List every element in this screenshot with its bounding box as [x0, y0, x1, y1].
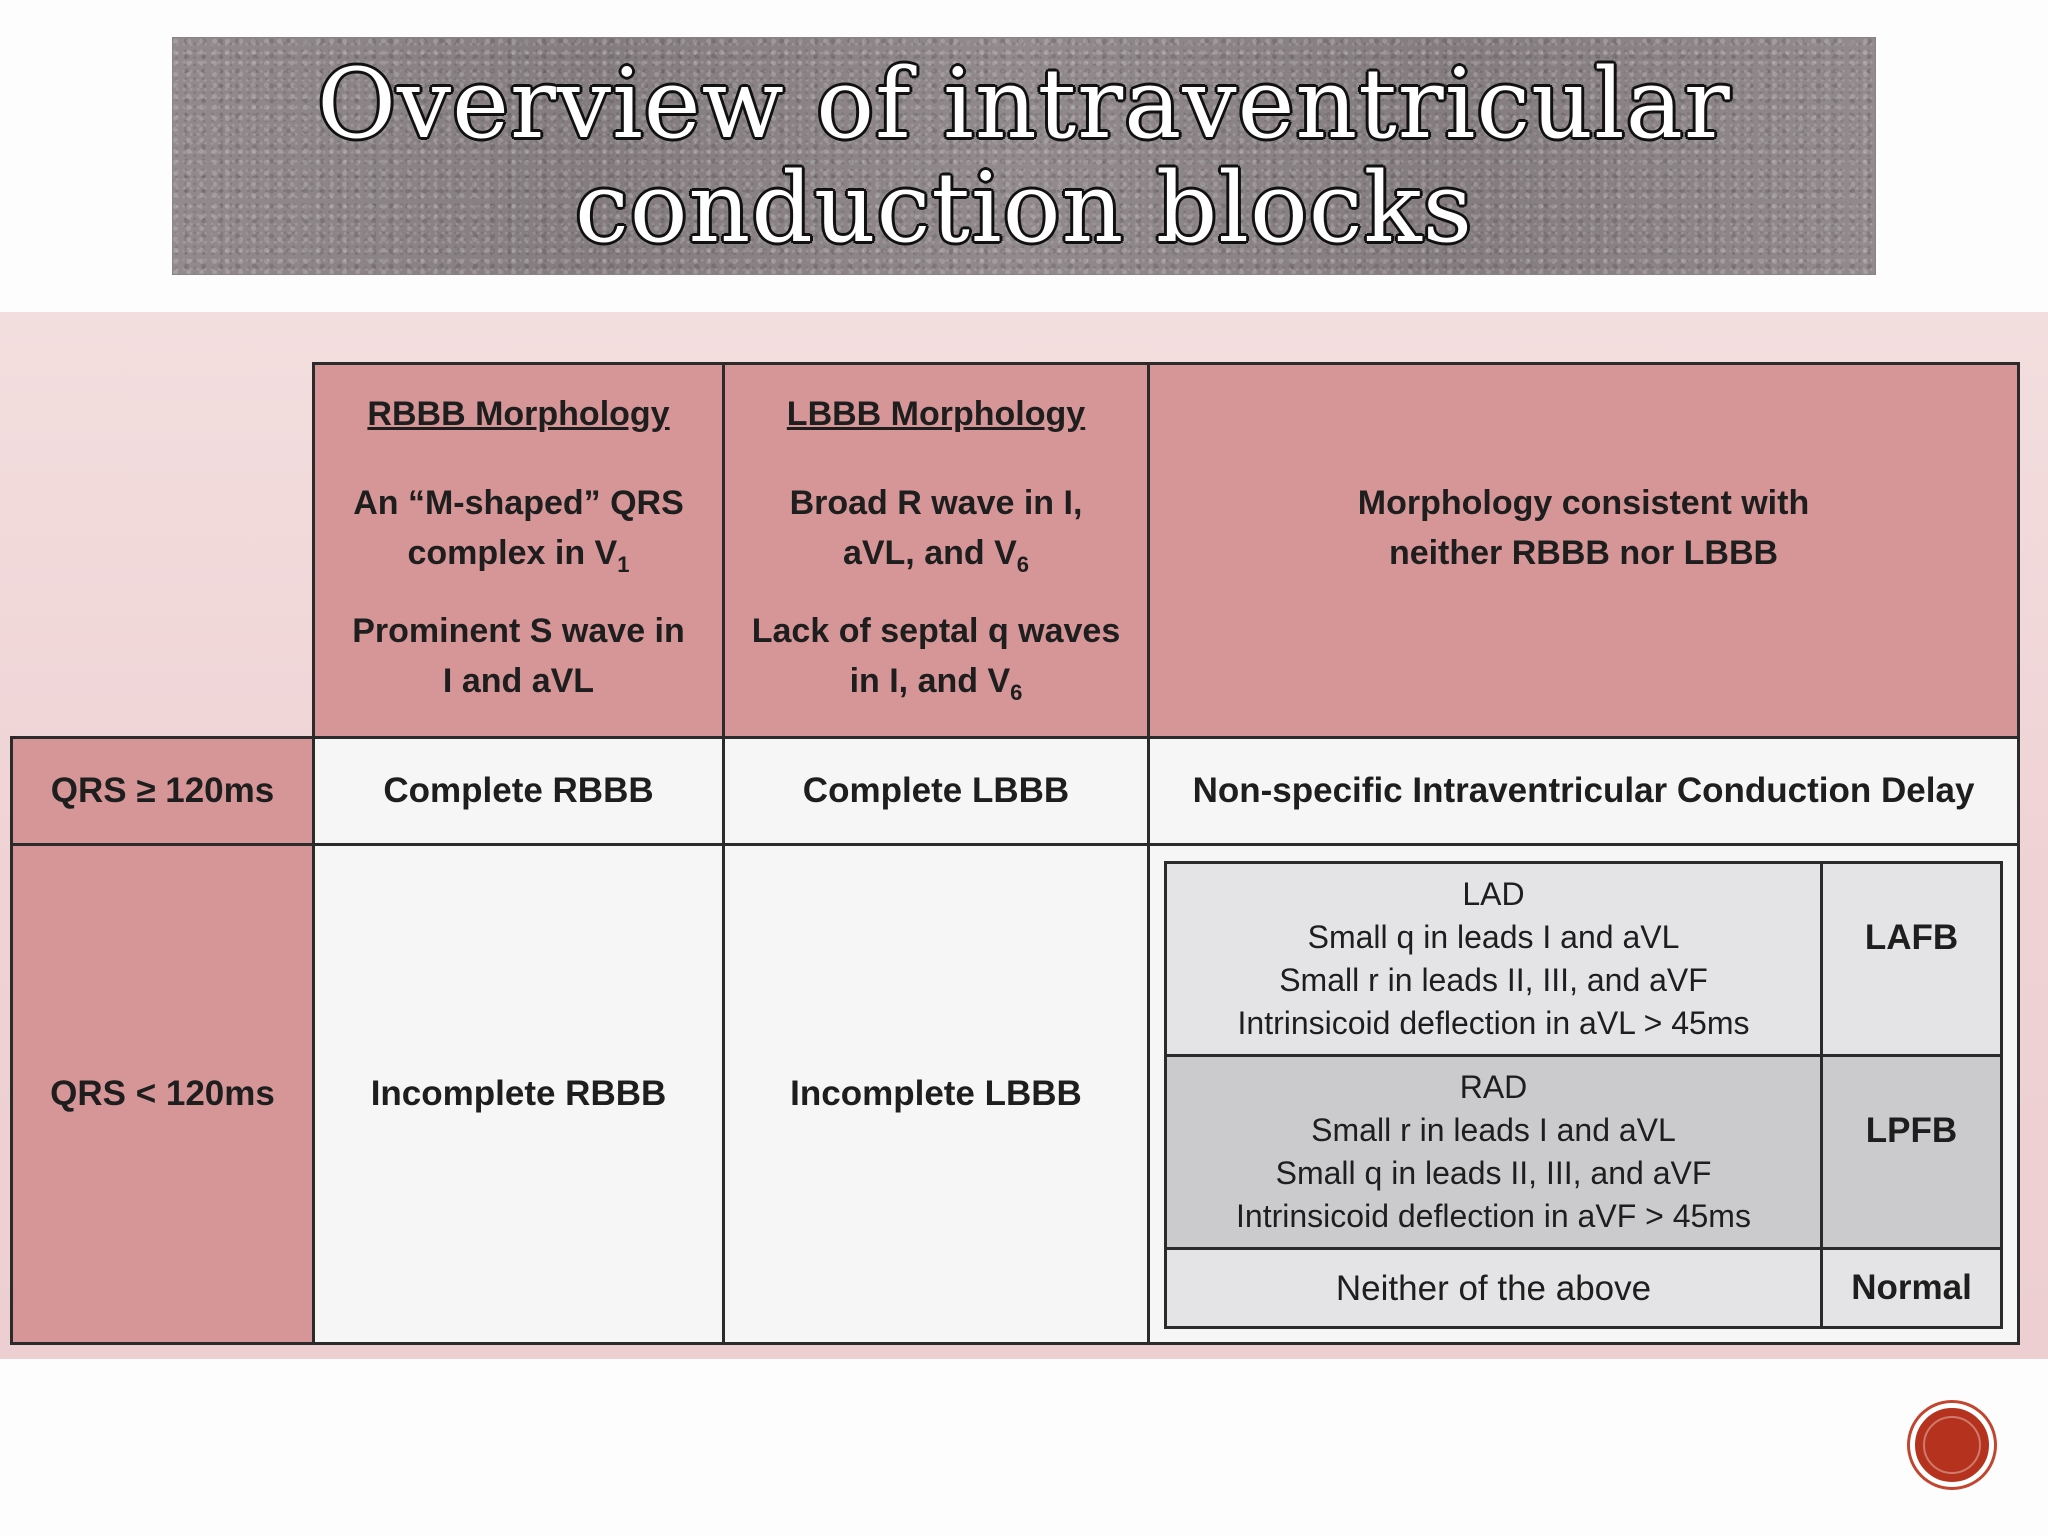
lafb-criterion-2: Small r in leads II, III, and aVF: [1279, 962, 1708, 998]
other-header-line-2: neither RBBB nor LBBB: [1388, 534, 1779, 572]
rbbb-criterion-1a: An “M-shaped” QRS: [353, 484, 684, 522]
cell-incomplete-rbbb: Incomplete RBBB: [312, 843, 725, 1345]
lbbb-criterion-2a: Lack of septal q waves: [751, 612, 1121, 650]
row-label-qrs-wide: QRS ≥ 120ms: [10, 736, 315, 846]
lpfb-criterion-3: Intrinsicoid deflection in aVF > 45ms: [1236, 1198, 1751, 1234]
cell-incomplete-lbbb: Incomplete LBBB: [722, 843, 1150, 1345]
rbbb-criterion-2a: Prominent S wave in: [352, 612, 685, 650]
lpfb-criterion-2: Small q in leads II, III, and aVF: [1275, 1155, 1712, 1191]
lafb-criterion-3: Intrinsicoid deflection in aVL > 45ms: [1237, 1005, 1750, 1041]
header-rbbb-morphology: [312, 362, 725, 739]
lbbb-header-title: LBBB Morphology: [786, 395, 1086, 433]
title-banner: [172, 37, 1876, 275]
row-label-qrs-narrow: QRS < 120ms: [10, 843, 315, 1345]
rbbb-criterion-1b: complex in $V_1$: [407, 534, 630, 577]
slide-title-line-1: Overview of intraventricular: [317, 48, 1731, 160]
slide-title-line-2: conduction blocks: [574, 152, 1473, 264]
lafb-axis: LAD: [1462, 876, 1525, 912]
cell-complete-lbbb: Complete LBBB: [722, 736, 1150, 846]
lafb-criterion-1: Small q in leads I and aVL: [1307, 919, 1680, 955]
lbbb-criterion-1a: Broad R wave in I,: [789, 484, 1083, 522]
other-header-line-1: Morphology consistent with: [1357, 484, 1810, 522]
lbbb-criterion-2b: in I, and $V_6$: [849, 662, 1023, 705]
rbbb-header-title: RBBB Morphology: [367, 395, 670, 433]
slide-action-button[interactable]: [1910, 1403, 1994, 1487]
lbbb-criterion-1b: aVL, and $V_6$: [842, 534, 1030, 577]
lafb-criteria: [1164, 861, 1823, 1057]
lpfb-result: LPFB: [1820, 1054, 2003, 1250]
lpfb-criterion-1: Small r in leads I and aVL: [1311, 1112, 1676, 1148]
cell-complete-rbbb: Complete RBBB: [312, 736, 725, 846]
rbbb-criterion-2b: I and aVL: [442, 662, 595, 700]
normal-result: Normal: [1820, 1247, 2003, 1329]
header-other-morphology: [1147, 362, 2020, 739]
lafb-result: LAFB: [1820, 861, 2003, 1057]
slide-action-button-ring: [1923, 1416, 1981, 1474]
lpfb-criteria: [1164, 1054, 1823, 1250]
header-lbbb-morphology: [722, 362, 1150, 739]
cell-nonspecific-ivcd: Non-specific Intraventricular Conduction Delay: [1147, 736, 2020, 846]
neither-criteria: Neither of the above: [1164, 1247, 1823, 1329]
lpfb-axis: RAD: [1459, 1069, 1528, 1105]
